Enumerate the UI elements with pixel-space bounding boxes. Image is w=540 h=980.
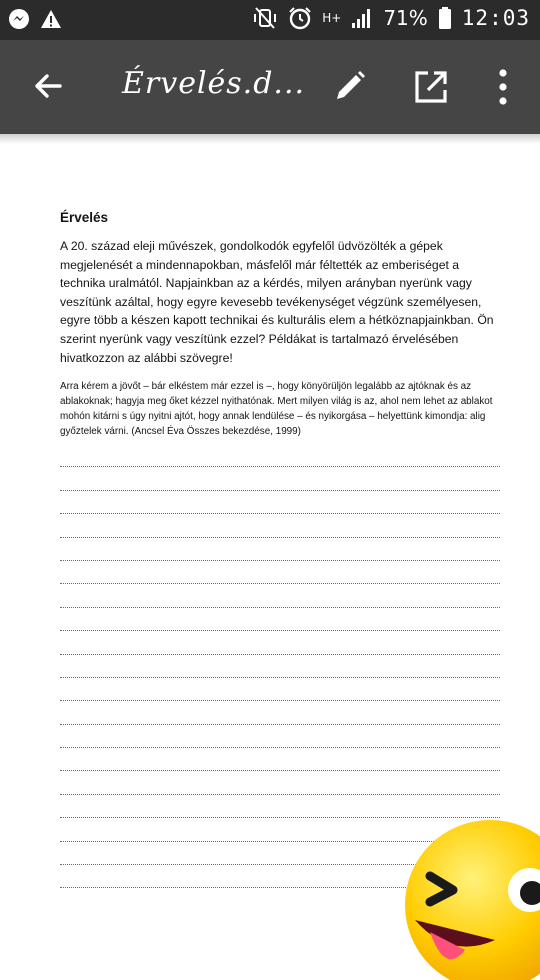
essay-prompt: A 20. század eleji művészek, gondolkodók egyfelől üdvözölték a gépek megjelenését a mindennapokban, másfelől már féltették az emberiséget a technika uralmától. Napjainkban az a kérdés, milyen arányban nyerünk vagy veszítünk azáltal, hogy egyre kevesebb tevékenységet végzünk személyesen, egyre több a készen kapott technikai és kulturális elem a hétköznapjainkban. Ön szerint nyerünk vagy veszítünk ezzel? Példákat is tartalmazó érvelésében hivatkozzon az alábbi szövegre! (60, 239, 494, 365)
answer-line (60, 467, 500, 490)
answer-line (60, 584, 500, 607)
answer-line (60, 538, 500, 561)
back-arrow-icon[interactable] (30, 68, 66, 104)
open-in-new-icon[interactable] (414, 70, 448, 104)
alarm-icon (288, 6, 312, 30)
answer-line (60, 771, 500, 794)
app-bar-shadow (0, 134, 540, 144)
answer-line (60, 608, 500, 631)
answer-line (60, 444, 500, 467)
answer-line (60, 631, 500, 654)
mute-vibrate-icon (252, 6, 278, 30)
quoted-passage: Arra kérem a jövőt – bár elkéstem már ezzel is –, hogy könyörüljön legalább az ajtóknak és az ablakoknak; hagyja meg őket kézzel nyithatónak. Mert milyen világ is az, ahol nem lehet az ablakot mohón kitárni s úgy nyitni ajtót, hogy annak lendülése – és nyikorgása – helyettünk kimondja: alig győztelek várni. (Ancsel Éva Összes bekezdése, 1999) (60, 381, 493, 438)
document-heading: Érvelés (60, 210, 109, 225)
pencil-icon[interactable] (332, 68, 368, 104)
status-bar (0, 0, 540, 40)
battery-icon (438, 6, 452, 30)
winking-emoji-icon (395, 810, 540, 980)
signal-icon (351, 7, 373, 29)
messenger-icon (8, 8, 30, 30)
answer-line (60, 561, 500, 584)
answer-line (60, 701, 500, 724)
answer-line (60, 748, 500, 771)
network-type-label: H+ (322, 11, 342, 25)
battery-percent: 71% (383, 6, 428, 30)
answer-line (60, 491, 500, 514)
document-title: Érvelés.d... (122, 66, 306, 101)
more-vert-icon[interactable] (494, 68, 512, 106)
app-bar (0, 40, 540, 134)
answer-line (60, 725, 500, 748)
document-page (60, 210, 504, 445)
warning-icon (40, 8, 62, 30)
status-clock: 12:03 (461, 6, 530, 30)
answer-line (60, 655, 500, 678)
answer-line (60, 514, 500, 537)
answer-line (60, 678, 500, 701)
